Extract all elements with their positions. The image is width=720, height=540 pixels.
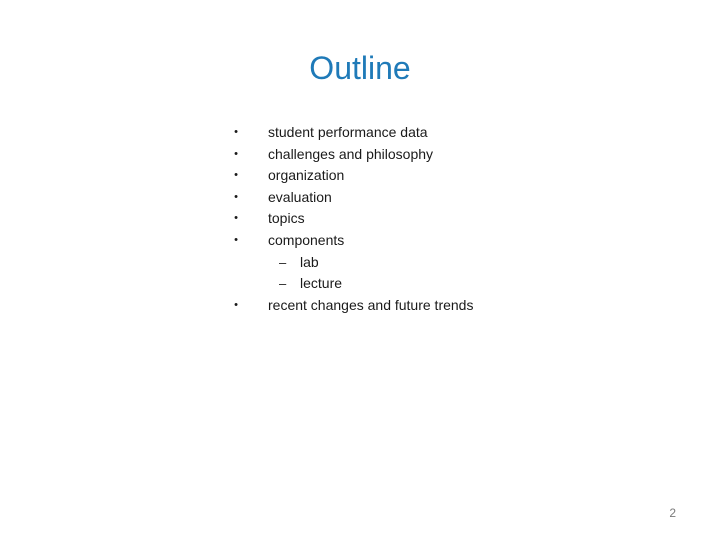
list-item <box>230 230 650 252</box>
list-item-label: evaluation <box>268 188 332 205</box>
dash-icon: – <box>279 276 287 292</box>
page-number: 2 <box>669 506 676 520</box>
sub-list-item-label: lab <box>300 253 319 270</box>
list-item-label: organization <box>268 167 345 184</box>
bullet-icon: • <box>234 169 238 182</box>
list-item <box>230 295 650 317</box>
list-item-label: student performance data <box>268 124 428 140</box>
list-item-label: topics <box>268 210 305 227</box>
sub-list-item <box>230 252 650 274</box>
bullet-icon: • <box>234 298 238 311</box>
list-item <box>230 208 650 230</box>
outline-list <box>230 122 650 316</box>
list-item <box>230 165 650 187</box>
sub-list-item <box>230 273 650 295</box>
bullet-icon: • <box>234 126 238 138</box>
dash-icon: – <box>279 254 287 270</box>
list-item <box>230 144 650 166</box>
sub-list-item-label: lecture <box>300 275 343 292</box>
list-item <box>230 122 650 144</box>
bullet-icon: • <box>234 190 238 203</box>
list-item-label: challenges and philosophy <box>268 145 434 162</box>
list-item <box>230 187 650 209</box>
list-item-label: components <box>268 231 345 248</box>
list-item-label: recent changes and future trends <box>268 296 474 313</box>
bullet-icon: • <box>234 212 238 225</box>
slide-title: Outline <box>309 50 411 86</box>
bullet-icon: • <box>234 147 238 160</box>
bullet-icon: • <box>234 233 238 246</box>
